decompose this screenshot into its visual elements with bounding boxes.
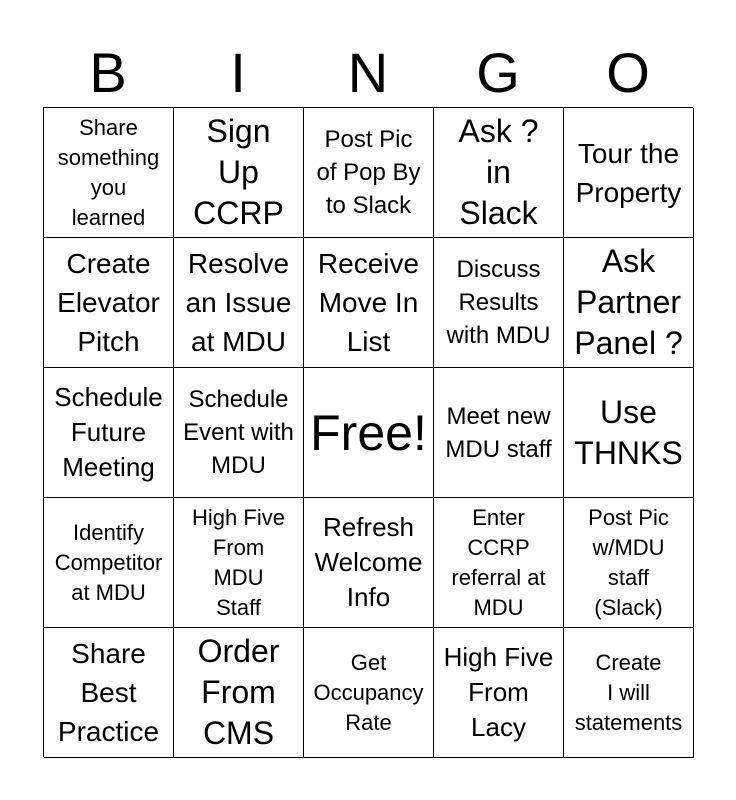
bingo-cell[interactable] bbox=[174, 108, 304, 238]
bingo-cell[interactable] bbox=[44, 628, 174, 758]
cell-text: Post Pic of Pop By to Slack bbox=[316, 126, 421, 219]
bingo-cell[interactable] bbox=[434, 628, 564, 758]
bingo-cell[interactable] bbox=[564, 238, 694, 368]
bingo-cell[interactable] bbox=[304, 498, 434, 628]
cell-text: Ask ? in Slack bbox=[458, 113, 539, 231]
cell-text: Meet new MDU staff bbox=[445, 402, 552, 463]
bingo-cell[interactable] bbox=[44, 368, 174, 498]
bingo-cell[interactable] bbox=[564, 108, 694, 238]
bingo-cell[interactable] bbox=[434, 368, 564, 498]
bingo-cell-free[interactable] bbox=[304, 368, 434, 498]
header-letter-b: B bbox=[89, 41, 127, 104]
cell-text: High Five From Lacy bbox=[443, 642, 554, 742]
bingo-cell[interactable] bbox=[174, 368, 304, 498]
bingo-cell[interactable] bbox=[304, 108, 434, 238]
bingo-grid bbox=[43, 107, 693, 757]
cell-text: Schedule Future Meeting bbox=[54, 382, 163, 482]
cell-text: Ask Partner Panel ? bbox=[574, 243, 683, 361]
cell-text: Discuss Results with MDU bbox=[446, 256, 551, 349]
cell-text: High Five From MDU Staff bbox=[192, 504, 285, 620]
header-letter-g: G bbox=[476, 41, 520, 104]
bingo-cell[interactable] bbox=[434, 498, 564, 628]
bingo-cell[interactable] bbox=[174, 238, 304, 368]
cell-text: Refresh Welcome Info bbox=[314, 512, 423, 612]
cell-text: Sign Up CCRP bbox=[193, 113, 284, 231]
bingo-cell[interactable] bbox=[44, 108, 174, 238]
bingo-header bbox=[43, 40, 693, 106]
bingo-cell[interactable] bbox=[44, 238, 174, 368]
free-space-text: Free! bbox=[310, 404, 427, 461]
bingo-cell[interactable] bbox=[564, 368, 694, 498]
bingo-cell[interactable] bbox=[434, 108, 564, 238]
bingo-cell[interactable] bbox=[304, 238, 434, 368]
cell-text: Order From CMS bbox=[197, 633, 280, 751]
cell-text: Share something you learned bbox=[57, 114, 160, 230]
cell-text: Tour the Property bbox=[575, 137, 682, 208]
bingo-cell[interactable] bbox=[174, 498, 304, 628]
header-letter-i: I bbox=[230, 41, 246, 104]
cell-text: Use THNKS bbox=[574, 393, 683, 471]
bingo-cell[interactable] bbox=[44, 498, 174, 628]
cell-text: Schedule Event with MDU bbox=[183, 386, 294, 479]
cell-text: Share Best Practice bbox=[57, 638, 160, 747]
header-letter-n: N bbox=[347, 41, 389, 104]
bingo-cell[interactable] bbox=[564, 628, 694, 758]
cell-text: Identify Competitor at MDU bbox=[54, 519, 163, 605]
bingo-cell[interactable] bbox=[434, 238, 564, 368]
cell-text: Get Occupancy Rate bbox=[313, 649, 424, 735]
cell-text: Receive Move In List bbox=[317, 248, 420, 357]
cell-text: Resolve an Issue at MDU bbox=[185, 248, 292, 357]
cell-text: Enter CCRP referral at MDU bbox=[451, 504, 546, 620]
header-letter-o: O bbox=[606, 41, 650, 104]
cell-text: Post Pic w/MDU staff (Slack) bbox=[588, 504, 669, 620]
cell-text: Create I will statements bbox=[574, 649, 683, 735]
cell-text: Create Elevator Pitch bbox=[57, 248, 160, 357]
bingo-cell[interactable] bbox=[564, 498, 694, 628]
bingo-cell[interactable] bbox=[304, 628, 434, 758]
bingo-cell[interactable] bbox=[174, 628, 304, 758]
